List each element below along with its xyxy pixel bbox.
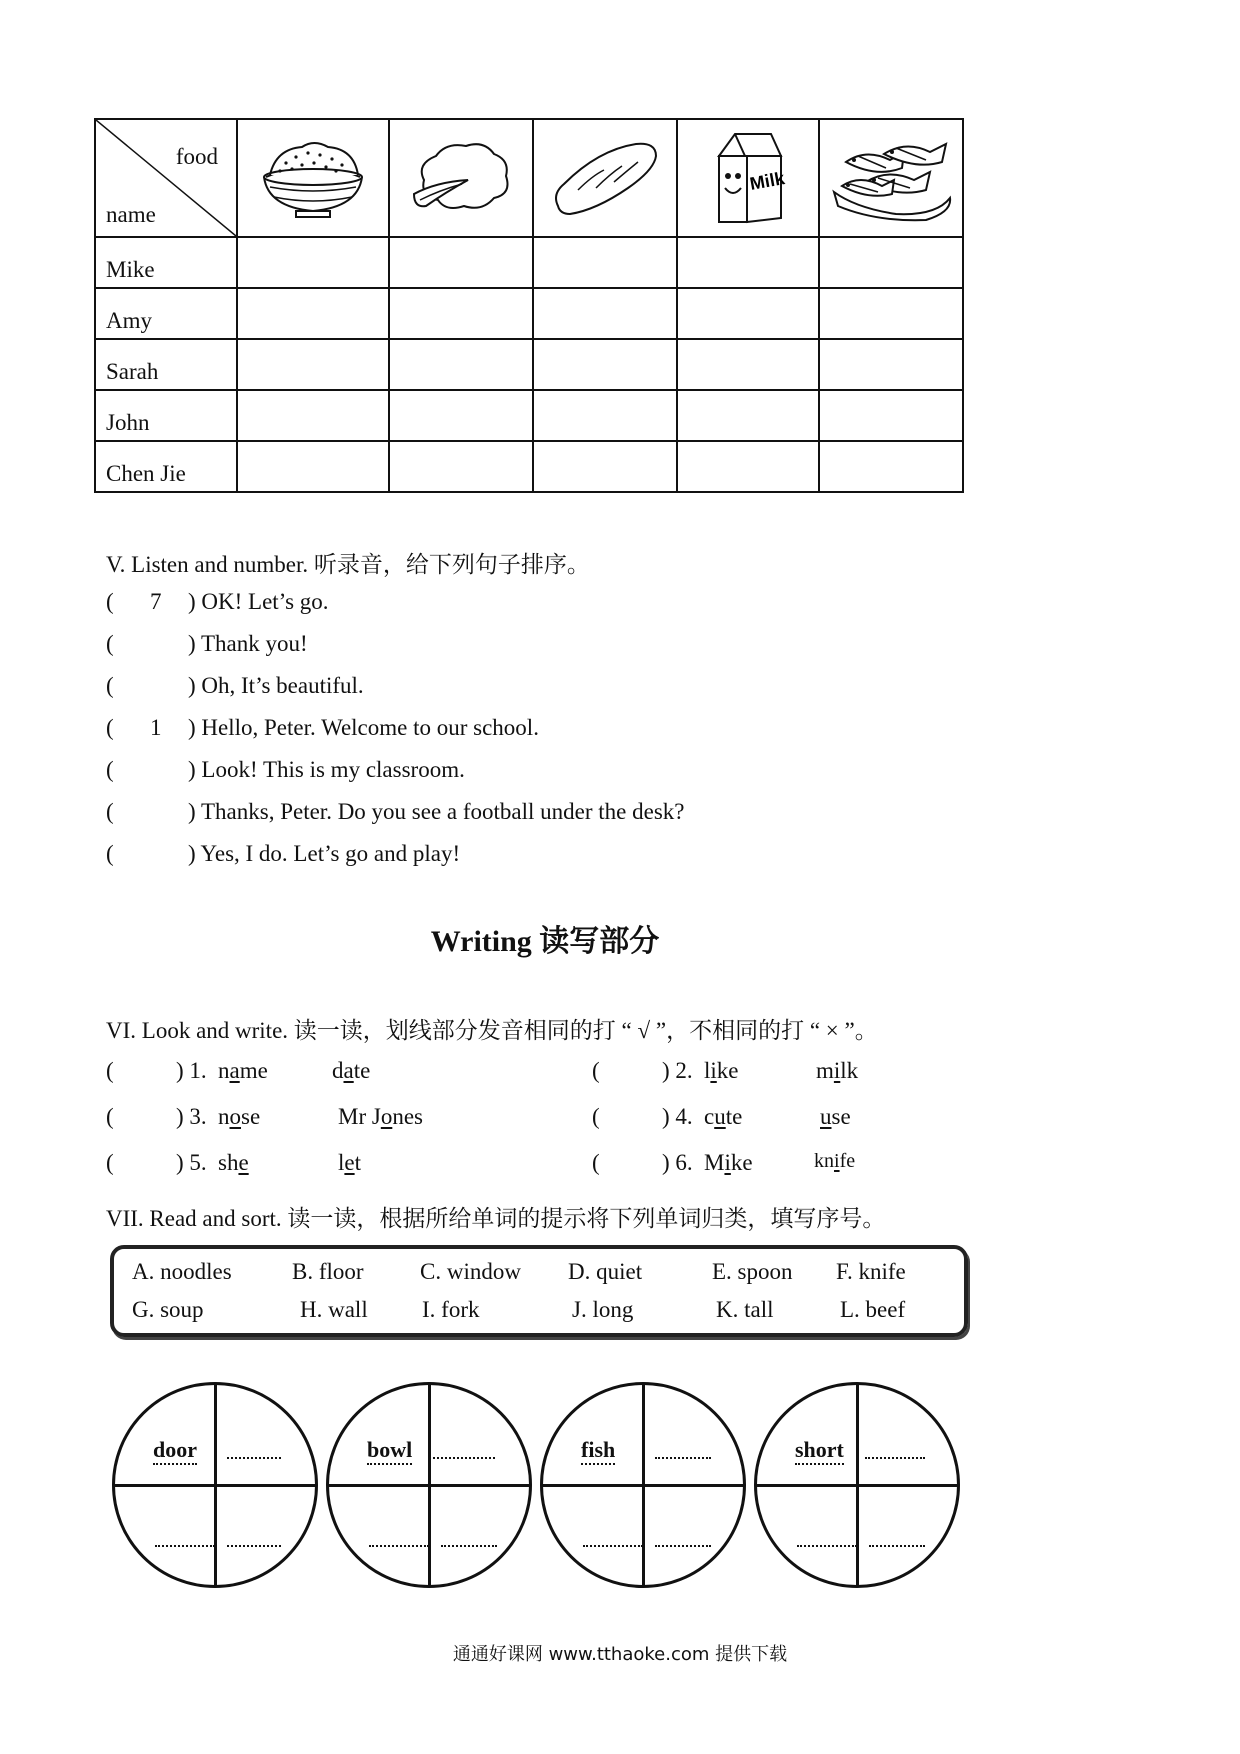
answer-cell[interactable] (533, 288, 677, 339)
fish-icon (826, 132, 956, 224)
list-item: ( ) Yes, I do. Let’s go and play! (106, 841, 461, 866)
answer-cell[interactable] (677, 237, 819, 288)
sort-circle-bowl (326, 1382, 532, 1588)
name-cell: Mike (95, 237, 237, 288)
section-7-title: VII. Read and sort. 读一读，根据所给单词的提示将下列单词归类，填写序号。 (106, 1206, 886, 1231)
vegetable-icon (406, 136, 516, 220)
section-5-title: V. Listen and number. 听录音，给下列句子排序。 (106, 552, 590, 577)
word-item: D. quiet (568, 1259, 643, 1284)
sentence-text: ) Thanks, Peter. Do you see a football under the desk? (188, 799, 685, 824)
table-row (95, 288, 963, 339)
name-cell: Sarah (95, 339, 237, 390)
table-row (95, 237, 963, 288)
answer-cell[interactable] (677, 288, 819, 339)
answer-cell[interactable] (819, 339, 963, 390)
word-item: G. soup (132, 1297, 204, 1322)
sentence-text: ) Oh, It’s beautiful. (188, 673, 364, 698)
word-item: F. knife (836, 1259, 906, 1284)
word-1: Mike (704, 1150, 753, 1175)
answer-cell[interactable] (819, 441, 963, 492)
sentence-text: ) Hello, Peter. Welcome to our school. (188, 715, 539, 740)
category-label: short (795, 1437, 844, 1465)
writing-section-title: Writing 读写部分 (430, 925, 660, 958)
answer-cell[interactable] (237, 288, 389, 339)
word-bank-box (110, 1245, 968, 1337)
list-item: ( ) 4. cute use (592, 1104, 851, 1129)
answer-cell[interactable] (389, 288, 533, 339)
food-col-rice (237, 119, 389, 237)
word-2: knife (814, 1150, 856, 1172)
header-food-label: food (175, 144, 218, 169)
name-cell: Chen Jie (95, 441, 237, 492)
sort-circle-door (112, 1382, 318, 1588)
sentence-text: ) Yes, I do. Let’s go and play! (188, 841, 461, 866)
list-item: ( ) Thanks, Peter. Do you see a football under the desk? (106, 799, 685, 824)
word-2: use (820, 1104, 851, 1129)
answer-cell[interactable] (533, 339, 677, 390)
word-item: I. fork (422, 1297, 480, 1322)
table-row (95, 339, 963, 390)
list-item: ( 1 ) Hello, Peter. Welcome to our school. (106, 715, 539, 740)
answer-cell[interactable] (533, 390, 677, 441)
food-col-milk (677, 119, 819, 237)
word-item: E. spoon (712, 1259, 793, 1284)
word-item: L. beef (840, 1297, 906, 1322)
answer-cell[interactable] (533, 441, 677, 492)
answer-cell[interactable] (677, 339, 819, 390)
food-survey-table (94, 118, 964, 493)
answer-cell[interactable] (819, 390, 963, 441)
header-name-label: name (106, 202, 156, 227)
word-2: let (338, 1150, 361, 1175)
answer-cell[interactable] (389, 237, 533, 288)
sentence-text: ) Thank you! (188, 631, 308, 656)
table-row (95, 441, 963, 492)
word-item: K. tall (716, 1297, 774, 1322)
sentence-text: ) Look! This is my classroom. (188, 757, 465, 782)
list-item: ( 7 ) OK! Let’s go. (106, 589, 329, 614)
answer-cell[interactable] (237, 237, 389, 288)
food-col-vegetable (389, 119, 533, 237)
list-item: ( ) Thank you! (106, 631, 308, 656)
name-cell: Amy (95, 288, 237, 339)
answer-cell[interactable] (389, 441, 533, 492)
word-item: H. wall (300, 1297, 368, 1322)
table-row (95, 390, 963, 441)
word-1: she (218, 1150, 249, 1175)
answer-cell[interactable] (819, 288, 963, 339)
word-item: J. long (572, 1297, 634, 1322)
word-1: nose (218, 1104, 261, 1129)
word-item: A. noodles (132, 1259, 232, 1284)
answer-cell[interactable] (819, 237, 963, 288)
category-label: fish (581, 1437, 615, 1465)
list-item: ( ) Oh, It’s beautiful. (106, 673, 364, 698)
answer-cell[interactable] (237, 339, 389, 390)
header-diagonal-cell (95, 119, 237, 237)
section-6-title: VI. Look and write. 读一读，划线部分发音相同的打 “ √ ”，不相同的打 “ × ”。 (106, 1018, 878, 1043)
order-number[interactable]: 1 (150, 715, 162, 740)
name-cell: John (95, 390, 237, 441)
answer-cell[interactable] (533, 237, 677, 288)
answer-cell[interactable] (389, 390, 533, 441)
category-label: door (153, 1437, 197, 1465)
category-label: bowl (367, 1437, 412, 1465)
sort-circle-fish (540, 1382, 746, 1588)
word-2: milk (816, 1058, 859, 1083)
milk-label: Milk (748, 168, 787, 194)
sort-circle-short (754, 1382, 960, 1588)
list-item: ( ) 6. Mike knife (592, 1150, 856, 1175)
answer-cell[interactable] (677, 441, 819, 492)
list-item: ( ) 1. name date (106, 1058, 371, 1083)
word-2: Mr Jones (338, 1104, 423, 1129)
word-1: cute (704, 1104, 743, 1129)
word-1: name (218, 1058, 268, 1083)
answer-cell[interactable] (237, 390, 389, 441)
food-col-bread (533, 119, 677, 237)
word-item: C. window (420, 1259, 521, 1284)
list-item: ( ) 2. like milk (592, 1058, 859, 1083)
list-item: ( ) 3. nose Mr Jones (106, 1104, 423, 1129)
answer-cell[interactable] (389, 339, 533, 390)
word-item: B. floor (292, 1259, 364, 1284)
sentence-text: ) OK! Let’s go. (188, 589, 329, 614)
rice-bowl-icon (256, 135, 370, 221)
answer-cell[interactable] (237, 441, 389, 492)
milk-carton-icon (705, 128, 791, 228)
word-1: like (704, 1058, 739, 1083)
bread-icon (548, 136, 662, 220)
list-item: ( ) 5. she let (106, 1150, 361, 1175)
answer-cell[interactable] (677, 390, 819, 441)
footer-text: 通通好课网 www.tthaoke.com 提供下载 (452, 1644, 788, 1665)
word-2: date (332, 1058, 371, 1083)
food-col-fish (819, 119, 963, 237)
order-number[interactable]: 7 (150, 589, 162, 614)
list-item: ( ) Look! This is my classroom. (106, 757, 465, 782)
